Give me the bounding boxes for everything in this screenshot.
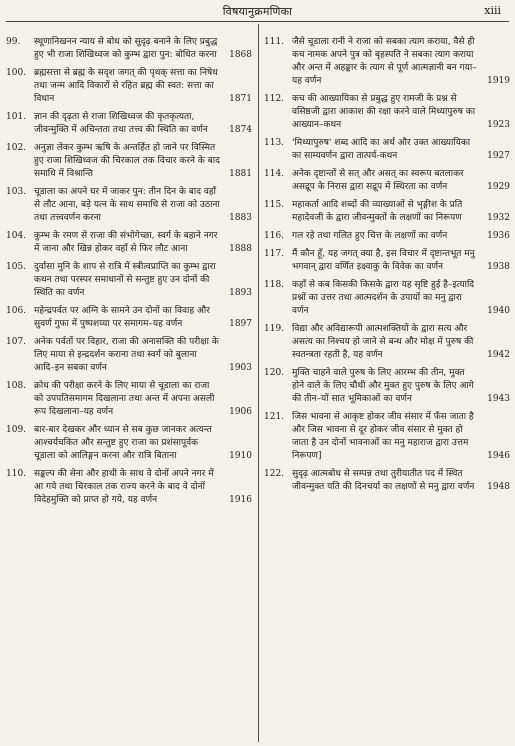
entry-page: 1923 [487,120,510,130]
toc-entry [6,230,252,256]
entry-page: 1938 [487,262,510,272]
entry-title: 'मिथ्यापुरुष' शब्द आदि का अर्थ और उक्त आख्यायिका का साम्यवर्णन द्वारा तात्पर्य-कथन [292,138,471,161]
entry-title: चूडाला का अपने घर में जाकर पुन: तीन दिन के बाद वहाँ से लौट आना, बड़े यत्न के साथ समाधि से राजा को उठाना तथा तत्त्ववर्णन करना [34,187,220,223]
toc-entry [6,380,252,419]
entry-title: विद्या और अविद्यारूपी आत्मशक्तियों के द्वारा सत्य और असत्य का निश्चय हो जाने से बन्ध और मोक्ष में पुरुष की स्वतन्त्रता रहती है, यह वर्णन [292,324,474,360]
entry-title: दुर्वासा मुनि के शाप से रात्रि में स्त्रीत्वप्राप्ति का कुम्भ द्वारा कथन तथा परस्पर समाधानों से सन्तुष्ट हुए उन दोनों की स्थिति का वर्णन [34,262,216,298]
entry-title: अनेक दृष्टान्तों से सत् और असत् का स्वरूप बतलाकर असद्रूप के निरास द्वारा सद्रूप में स्थिरता का वर्णन [292,169,464,192]
entry-number: 108. [6,381,27,391]
entry-page: 1948 [487,482,510,492]
entry-title: अनेक पर्वतों पर विहार, राजा की अनासक्ति की परीक्षा के लिए माया से इन्द्रदर्शन कराना तथा स्वर्ग को बुलाना आदि–इन सबका वर्णन [34,337,219,373]
entry-page: 1946 [487,451,510,461]
entry-number: 116. [264,231,285,241]
entry-page: 1881 [229,169,252,179]
toc-entry [264,411,510,463]
toc-entry [264,468,510,494]
entry-page: 1868 [229,50,252,60]
entry-title: जिस भावना से आकृष्ट होकर जीव संसार में फँस जाता है और जिस भावना से दूर होकर जीव संसार से मुक्त हो जाता है उन दोनों भावनाओं का मनु महाराज द्वारा उत्तम निरूपण] [292,412,474,461]
entry-page: 1897 [229,319,252,329]
entry-title: महेन्द्रपर्वत पर अग्नि के सामने उन दोनों का विवाह और सुवर्ण गुफा में पुष्पशय्या पर समागम–यह वर्णन [34,306,210,329]
toc-entry [264,248,510,274]
toc-entry [6,36,252,62]
entry-number: 111. [264,37,285,47]
left-column [6,36,252,512]
entry-number: 107. [6,337,27,347]
toc-entry [6,336,252,375]
entry-title: सुदृढ़ आत्मबोध से सम्पन्न तथा तुरीयातीत पद में स्थित जीवन्मुक्त यति की दिनचर्या का लक्षणों से मनु द्वारा वर्णन [292,469,475,492]
column-divider [258,24,259,742]
entry-number: 102. [6,143,27,153]
entry-number: 122. [264,469,285,479]
header-title: विषयानुक्रमणिका [222,5,293,18]
entry-title: ज्ञान की दृढ़ता से राजा शिखिध्वज की कृतकृत्यता, जीवन्मुक्ति में अचिन्तता तथा तत्त्व की स्थिति का वर्णन [34,112,208,135]
toc-entry [264,199,510,225]
entry-title: ब्रह्मसत्ता से ब्रह्म के सदृश जगत् की पृथक् सत्ता का निषेध तथा जन्म आदि विकारों से रहित ब्रह्म की स्वत: सत्ता का विधान [34,68,218,104]
entry-page: 1919 [487,76,510,86]
toc-entry [264,168,510,194]
entry-title: गल रहे तथा गलित हुए चित्त के लक्षणों का वर्णन [292,231,448,241]
entry-title: महाकर्ता आदि शब्दों की व्याख्याओं से भृङ्गीश के प्रति महादेवजी के द्वारा जीवन्मुक्तों के लक्षणों का निरूपण [292,200,463,223]
entry-title: सङ्कल्प की सेना और हाथी के साथ वे दोनों अपने नगर में आ गये तथा चिरकाल तक राज्य करने के बाद वे दोनों विदेहमुक्ति को प्राप्त हो गये, यह वर्णन [34,469,214,505]
header-rule [6,21,509,22]
entry-title: मुक्ति चाहने वाले पुरुष के लिए आरम्भ की तीन, मुक्त होने वाले के लिए चौथी और मुक्त हुए पुरुष के लिए आगे की तीन–यों सात भूमिकाओं का वर्णन [292,368,474,404]
entry-number: 119. [264,324,285,334]
toc-entry [264,36,510,88]
toc-entry [264,137,510,163]
entry-title: कच की आख्यायिका से प्रबुद्ध हुए रामजी के प्रश्न से वसिष्ठजी द्वारा आकाश की रक्षा करने वाले मिथ्यापुरुष का आख्यान–कथन [292,94,476,130]
entry-title: स्थूणानिखनन न्याय से बोध को सुदृढ़ बनाने के लिए प्रबुद्ध हुए भी राजा शिखिध्वज को कुम्भ द्वारा पुन: बोधित करना [34,37,218,60]
entry-page: 1871 [229,94,252,104]
entry-number: 109. [6,425,27,435]
toc-entry [6,261,252,300]
entry-title: क्रोध की परीक्षा करने के लिए माया से चूडाला का राजा को उपपतिसमागम दिखलाना तथा अन्त में अपना असली रूप दिखलाना–यह वर्णन [34,381,215,417]
entry-page: 1940 [487,306,510,316]
entry-number: 118. [264,280,285,290]
entry-page: 1929 [487,182,510,192]
entry-page: 1906 [229,407,252,417]
toc-entry [6,424,252,463]
page-header [0,0,515,22]
toc-entry [264,230,510,243]
entry-page: 1936 [487,231,510,241]
entry-number: 121. [264,412,285,422]
entry-title: कहाँ से कब किसकी किसके द्वारा यह सृष्टि हुई है–इत्यादि प्रश्नों का उत्तर तथा आत्मदर्शन के उपायों का मनु द्वारा वर्णन [292,280,475,316]
entry-page: 1874 [229,125,252,135]
entry-page: 1893 [229,288,252,298]
entry-title: जैसे चूडाला रानी ने राजा को सबका त्याग कराया, वैसे ही कच नामक अपने पुत्र को बृहस्पति ने सबका त्याग कराया और अन्त में अहङ्कार के त्याग से पूर्ण आत्मज्ञानी बन गया–यह वर्णन [292,37,477,86]
entry-page: 1942 [487,350,510,360]
entry-number: 120. [264,368,285,378]
entry-number: 110. [6,469,27,479]
right-column [264,36,510,499]
entry-number: 100. [6,68,27,78]
page-number: xiii [484,4,501,17]
entry-number: 104. [6,231,27,241]
entry-number: 103. [6,187,27,197]
toc-entry [6,67,252,106]
toc-entry [6,468,252,507]
entry-number: 114. [264,169,285,179]
entry-number: 99. [6,37,21,47]
toc-entry [264,367,510,406]
entry-number: 117. [264,249,285,259]
toc-entry [6,111,252,137]
toc-entry [264,93,510,132]
toc-entry [264,279,510,318]
entry-number: 112. [264,94,285,104]
toc-entry [6,186,252,225]
toc-entry [6,142,252,181]
entry-title: बार-बार देखकर और ध्यान से सब कुछ जानकर अत्यन्त आश्चर्यचकित और सन्तुष्ट हुए राजा का प्रशंसापूर्वक चूडाला को आलिङ्गन करना और रात्रि बिताना [34,425,212,461]
entry-title: कुम्भ के रमण से राजा की संभोगेच्छा, स्वर्ग के बहाने नगर में जाना और खिन्न होकर वहाँ से फिर लौट आना [34,231,218,254]
entry-number: 113. [264,138,285,148]
entry-title: मैं कौन हूँ, यह जगत् क्या है, इस विचार में दृष्टान्तभूत मनु भगवान् द्वारा वर्णित इक्ष्वाकु के विवेक का वर्णन [292,249,475,272]
entry-page: 1888 [229,244,252,254]
entry-page: 1883 [229,213,252,223]
entry-title: अनुज्ञा लेकर कुम्भ ऋषि के अन्तर्हित हो जाने पर विस्मित हुए राजा शिखिध्वज की चिरकाल तक विचार करने के बाद समाधि में विश्रान्ति [34,143,220,179]
entry-page: 1903 [229,363,252,373]
entry-page: 1932 [487,213,510,223]
entry-page: 1910 [229,451,252,461]
entry-page: 1943 [487,394,510,404]
entry-page: 1916 [229,495,252,505]
entry-number: 101. [6,112,27,122]
entry-number: 105. [6,262,27,272]
toc-entry [6,305,252,331]
entry-number: 115. [264,200,285,210]
toc-entry [264,323,510,362]
entry-page: 1927 [487,151,510,161]
entry-number: 106. [6,306,27,316]
